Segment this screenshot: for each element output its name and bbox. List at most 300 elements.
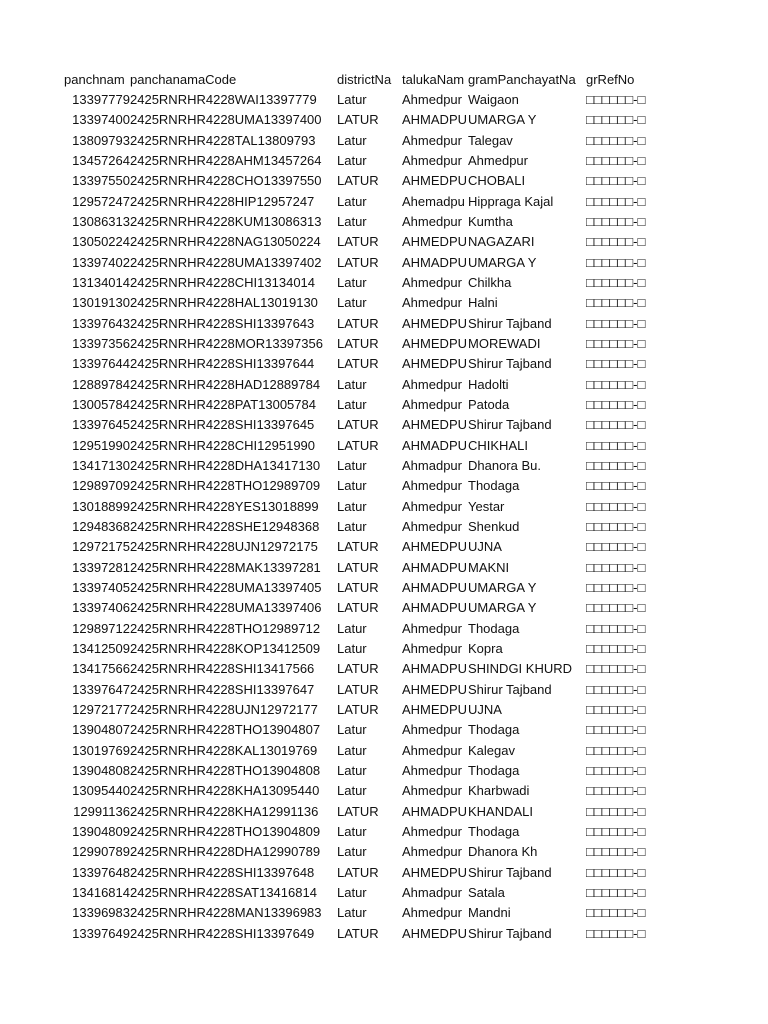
gr-ref-no-cell: □□□□□□-□ xyxy=(586,905,646,921)
gr-ref-no-cell: □□□□□□-□ xyxy=(586,701,646,717)
panchanama-code-cell: 2425RNRHR4228UMA13397400 xyxy=(130,112,322,128)
taluka-cell: Ahmedpur xyxy=(402,274,462,290)
taluka-cell: Ahmedpur xyxy=(402,498,462,514)
gr-ref-no-cell: □□□□□□-□ xyxy=(586,173,646,189)
panchanama-code-cell: 2425RNRHR4228UMA13397402 xyxy=(130,254,322,270)
table-row xyxy=(0,476,768,496)
panchnam-cell: 13134014 xyxy=(72,274,130,290)
table-row xyxy=(0,781,768,801)
gram-panchayat-cell: Talegav xyxy=(468,132,513,148)
gr-ref-no-cell: □□□□□□-□ xyxy=(586,213,646,229)
header-cell-gr-ref-no: grRefNo xyxy=(586,72,635,87)
gr-ref-no-cell: □□□□□□-□ xyxy=(586,112,646,128)
panchanama-code-cell: 2425RNRHR4228SHI13397644 xyxy=(130,356,315,372)
panchanama-code-cell: 2425RNRHR4228UMA13397405 xyxy=(130,579,322,595)
table-row xyxy=(0,90,768,110)
table-row xyxy=(0,842,768,862)
district-cell: LATUR xyxy=(337,437,379,453)
gram-panchayat-cell: Dhanora Bu. xyxy=(468,457,541,473)
gr-ref-no-cell: □□□□□□-□ xyxy=(586,844,646,860)
table-row xyxy=(0,497,768,517)
table-row xyxy=(0,659,768,679)
panchanama-code-cell: 2425RNRHR4228MOR13397356 xyxy=(130,335,323,351)
gr-ref-no-cell: □□□□□□-□ xyxy=(586,437,646,453)
panchnam-cell: 13397648 xyxy=(72,864,130,880)
header-cell-gram-panchayat: gramPanchayatNa xyxy=(468,72,576,87)
panchnam-cell: 12989709 xyxy=(72,478,130,494)
taluka-cell: AHMADPU xyxy=(402,600,468,616)
gr-ref-no-cell: □□□□□□-□ xyxy=(586,823,646,839)
gram-panchayat-cell: Shirur Tajband xyxy=(468,315,552,331)
panchanama-code-cell: 2425RNRHR4228MAN13396983 xyxy=(130,905,322,921)
panchnam-cell: 13397281 xyxy=(72,559,130,575)
panchanama-code-cell: 2425RNRHR4228KHA13095440 xyxy=(130,783,320,799)
district-cell: Latur xyxy=(337,478,367,494)
district-cell: Latur xyxy=(337,92,367,107)
district-cell: LATUR xyxy=(337,803,379,819)
district-cell: Latur xyxy=(337,742,367,758)
gram-panchayat-cell: NAGAZARI xyxy=(468,234,535,250)
gr-ref-no-cell: □□□□□□-□ xyxy=(586,762,646,778)
gram-panchayat-cell: UMARGA Y xyxy=(468,579,537,595)
taluka-cell: AHMEDPU xyxy=(402,864,468,880)
panchanama-code-cell: 2425RNRHR4228SHI13397648 xyxy=(130,864,315,880)
panchnam-cell: 13904808 xyxy=(72,762,130,778)
district-cell: Latur xyxy=(337,884,367,900)
table-row xyxy=(0,680,768,700)
gr-ref-no-cell: □□□□□□-□ xyxy=(586,132,646,148)
table-row xyxy=(0,598,768,618)
gram-panchayat-cell: Chilkha xyxy=(468,274,512,290)
district-cell: LATUR xyxy=(337,579,379,595)
table-row xyxy=(0,354,768,374)
district-cell: Latur xyxy=(337,498,367,514)
gr-ref-no-cell: □□□□□□-□ xyxy=(586,783,646,799)
panchanama-code-cell: 2425RNRHR4228CHI13134014 xyxy=(130,274,316,290)
table-row xyxy=(0,456,768,476)
district-cell: LATUR xyxy=(337,254,379,270)
district-cell: LATUR xyxy=(337,112,379,128)
district-cell: LATUR xyxy=(337,173,379,189)
taluka-cell: Ahmadpur xyxy=(402,457,462,473)
taluka-cell: Ahmedpur xyxy=(402,295,462,311)
gram-panchayat-cell: CHOBALI xyxy=(468,173,526,189)
panchnam-cell: 13904809 xyxy=(72,823,130,839)
gr-ref-no-cell: □□□□□□-□ xyxy=(586,376,646,392)
panchnam-cell: 12957247 xyxy=(72,193,130,209)
panchnam-cell: 13086313 xyxy=(72,213,130,229)
taluka-cell: AHMADPU xyxy=(402,803,468,819)
panchanama-code-cell: 2425RNRHR4228UMA13397406 xyxy=(130,600,322,616)
taluka-cell: AHMEDPU xyxy=(402,335,468,351)
panchnam-cell: 12951990 xyxy=(72,437,130,453)
gram-panchayat-cell: CHIKHALI xyxy=(468,437,528,453)
panchanama-code-cell: 2425RNRHR4228THO12989712 xyxy=(130,620,321,636)
district-cell: LATUR xyxy=(337,925,379,941)
district-cell: Latur xyxy=(337,722,367,738)
district-cell: LATUR xyxy=(337,356,379,372)
panchnam-cell: 13417130 xyxy=(72,457,130,473)
table-row xyxy=(0,334,768,354)
panchnam-cell: 13397644 xyxy=(72,356,130,372)
header-cell-taluka: talukaNam xyxy=(402,72,465,87)
panchanama-code-cell: 2425RNRHR4228KOP13412509 xyxy=(130,640,321,656)
taluka-cell: AHMEDPU xyxy=(402,315,468,331)
gr-ref-no-cell: □□□□□□-□ xyxy=(586,600,646,616)
gram-panchayat-cell: Kharbwadi xyxy=(468,783,530,799)
gram-panchayat-cell: Hippraga Kajal xyxy=(468,193,554,209)
panchnam-cell: 13397400 xyxy=(72,112,130,128)
header-cell-panchanama-code: panchanamaCode xyxy=(130,72,237,87)
gram-panchayat-cell: MOREWADI xyxy=(468,335,541,351)
panchanama-code-cell: 2425RNRHR4228SAT13416814 xyxy=(130,884,317,900)
table-row xyxy=(0,558,768,578)
gram-panchayat-cell: Waigaon xyxy=(468,92,519,107)
taluka-cell: Ahmedpur xyxy=(402,478,462,494)
panchanama-code-cell: 2425RNRHR4228HIP12957247 xyxy=(130,193,315,209)
panchanama-code-cell: 2425RNRHR4228UJN12972177 xyxy=(130,701,318,717)
taluka-cell: AHMEDPU xyxy=(402,234,468,250)
gram-panchayat-cell: SHINDGI KHURD xyxy=(468,661,573,677)
table-row xyxy=(0,151,768,171)
gram-panchayat-cell: Thodaga xyxy=(468,478,520,494)
district-cell: Latur xyxy=(337,762,367,778)
taluka-cell: Ahmedpur xyxy=(402,213,462,229)
gram-panchayat-cell: Thodaga xyxy=(468,762,520,778)
taluka-cell: Ahmedpur xyxy=(402,823,462,839)
table-row xyxy=(0,578,768,598)
panchnam-cell: 12991136 xyxy=(73,803,130,819)
panchnam-cell: 13397647 xyxy=(72,681,130,697)
gram-panchayat-cell: UMARGA Y xyxy=(468,254,537,270)
gram-panchayat-cell: UJNA xyxy=(468,701,502,717)
table-row xyxy=(0,700,768,720)
panchanama-code-cell: 2425RNRHR4228SHI13397649 xyxy=(130,925,315,941)
table-row xyxy=(0,131,768,151)
gr-ref-no-cell: □□□□□□-□ xyxy=(586,356,646,372)
gr-ref-no-cell: □□□□□□-□ xyxy=(586,254,646,270)
taluka-cell: Ahmedpur xyxy=(402,518,462,534)
gr-ref-no-cell: □□□□□□-□ xyxy=(586,742,646,758)
gram-panchayat-cell: Mandni xyxy=(468,905,511,921)
panchnam-cell: 13416814 xyxy=(72,884,130,900)
table-row xyxy=(0,415,768,435)
panchnam-cell: 13397402 xyxy=(72,254,130,270)
panchanama-code-cell: 2425RNRHR4228AHM13457264 xyxy=(130,152,322,168)
table-row xyxy=(0,293,768,313)
taluka-cell: Ahmadpur xyxy=(402,884,462,900)
panchnam-cell: 13397356 xyxy=(72,335,130,351)
table-row xyxy=(0,802,768,822)
taluka-cell: Ahmedpur xyxy=(402,396,462,412)
gram-panchayat-cell: UMARGA Y xyxy=(468,600,537,616)
district-cell: LATUR xyxy=(337,559,379,575)
district-cell: Latur xyxy=(337,518,367,534)
panchnam-cell: 13018899 xyxy=(72,498,130,514)
gr-ref-no-cell: □□□□□□-□ xyxy=(586,274,646,290)
panchanama-code-cell: 2425RNRHR4228HAD12889784 xyxy=(130,376,321,392)
district-cell: LATUR xyxy=(337,701,379,717)
taluka-cell: AHMADPU xyxy=(402,437,468,453)
table-row xyxy=(0,232,768,252)
taluka-cell: AHMEDPU xyxy=(402,356,468,372)
taluka-cell: Ahmedpur xyxy=(402,742,462,758)
panchnam-cell: 12990789 xyxy=(72,844,130,860)
gr-ref-no-cell: □□□□□□-□ xyxy=(586,478,646,494)
panchanama-code-cell: 2425RNRHR4228MAK13397281 xyxy=(130,559,321,575)
table-row xyxy=(0,903,768,923)
district-cell: Latur xyxy=(337,457,367,473)
panchnam-cell: 13397405 xyxy=(72,579,130,595)
taluka-cell: Ahmedpur xyxy=(402,640,462,656)
district-cell: Latur xyxy=(337,905,367,921)
panchanama-code-cell: 2425RNRHR4228CHO13397550 xyxy=(130,173,322,189)
district-cell: LATUR xyxy=(337,661,379,677)
panchnam-cell: 13397643 xyxy=(72,315,130,331)
gram-panchayat-cell: Shirur Tajband xyxy=(468,417,552,433)
district-cell: Latur xyxy=(337,844,367,860)
gram-panchayat-cell: Shenkud xyxy=(468,518,520,534)
panchanama-code-cell: 2425RNRHR4228THO13904808 xyxy=(130,762,321,778)
taluka-cell: AHMADPU xyxy=(402,661,468,677)
taluka-cell: AHMADPU xyxy=(402,559,468,575)
gram-panchayat-cell: Shirur Tajband xyxy=(468,356,552,372)
panchanama-code-cell: 2425RNRHR4228YES13018899 xyxy=(130,498,319,514)
taluka-cell: Ahmedpur xyxy=(402,762,462,778)
district-cell: LATUR xyxy=(337,315,379,331)
gr-ref-no-cell: □□□□□□-□ xyxy=(586,925,646,941)
table-row xyxy=(0,192,768,212)
header-cell-district: districtNa xyxy=(337,72,392,87)
district-cell: LATUR xyxy=(337,681,379,697)
gr-ref-no-cell: □□□□□□-□ xyxy=(586,518,646,534)
taluka-cell: Ahmedpur xyxy=(402,844,462,860)
panchanama-code-cell: 2425RNRHR4228THO13904807 xyxy=(130,722,321,738)
taluka-cell: AHMADPU xyxy=(402,112,468,128)
gram-panchayat-cell: Shirur Tajband xyxy=(468,925,552,941)
gram-panchayat-cell: Thodaga xyxy=(468,722,520,738)
panchanama-code-cell: 2425RNRHR4228DHA13417130 xyxy=(130,457,321,473)
panchanama-code-cell: 2425RNRHR4228SHI13397647 xyxy=(130,681,315,697)
taluka-cell: AHMEDPU xyxy=(402,925,468,941)
gr-ref-no-cell: □□□□□□-□ xyxy=(586,457,646,473)
panchnam-cell: 12972175 xyxy=(72,539,130,555)
gr-ref-no-cell: □□□□□□-□ xyxy=(586,396,646,412)
taluka-cell: Ahmedpur xyxy=(402,92,462,107)
district-cell: Latur xyxy=(337,640,367,656)
gram-panchayat-cell: Halni xyxy=(468,295,498,311)
gram-panchayat-cell: KHANDALI xyxy=(468,803,534,819)
table-row xyxy=(0,253,768,273)
taluka-cell: Ahmedpur xyxy=(402,783,462,799)
district-cell: LATUR xyxy=(337,417,379,433)
table-row xyxy=(0,110,768,130)
panchnam-cell: 13095440 xyxy=(72,783,130,799)
gram-panchayat-cell: Kumtha xyxy=(468,213,513,229)
panchanama-code-cell: 2425RNRHR4228SHI13417566 xyxy=(130,661,315,677)
panchanama-code-cell: 2425RNRHR4228SHI13397643 xyxy=(130,315,315,331)
panchnam-cell: 13904807 xyxy=(72,722,130,738)
taluka-cell: Ahmedpur xyxy=(402,722,462,738)
panchnam-cell: 13457264 xyxy=(72,152,130,168)
panchanama-code-cell: 2425RNRHR4228SHI13397645 xyxy=(130,417,315,433)
taluka-cell: Ahemadpu xyxy=(402,193,465,209)
gr-ref-no-cell: □□□□□□-□ xyxy=(586,417,646,433)
table-row xyxy=(0,924,768,944)
gram-panchayat-cell: Shirur Tajband xyxy=(468,681,552,697)
taluka-cell: Ahmedpur xyxy=(402,620,462,636)
table-row xyxy=(0,375,768,395)
gram-panchayat-cell: Satala xyxy=(468,884,505,900)
panchnam-cell: 13397550 xyxy=(72,173,130,189)
header-cell-panchnam: panchnam xyxy=(64,72,125,87)
panchnam-cell: 12972177 xyxy=(72,701,130,717)
gr-ref-no-cell: □□□□□□-□ xyxy=(586,92,646,107)
district-cell: Latur xyxy=(337,376,367,392)
table-row xyxy=(0,761,768,781)
table-row xyxy=(0,395,768,415)
district-cell: Latur xyxy=(337,823,367,839)
gr-ref-no-cell: □□□□□□-□ xyxy=(586,498,646,514)
panchanama-code-cell: 2425RNRHR4228DHA12990789 xyxy=(130,844,321,860)
gram-panchayat-cell: Ahmedpur xyxy=(468,152,528,168)
table-row xyxy=(0,212,768,232)
panchnam-cell: 12989712 xyxy=(72,620,130,636)
gram-panchayat-cell: Dhanora Kh xyxy=(468,844,538,860)
gram-panchayat-cell: Patoda xyxy=(468,396,510,412)
district-cell: LATUR xyxy=(337,234,379,250)
gr-ref-no-cell: □□□□□□-□ xyxy=(586,335,646,351)
taluka-cell: AHMEDPU xyxy=(402,701,468,717)
table-row xyxy=(0,741,768,761)
table-row xyxy=(0,639,768,659)
panchanama-code-cell: 2425RNRHR4228UJN12972175 xyxy=(130,539,318,555)
panchnam-cell: 13412509 xyxy=(72,640,130,656)
panchnam-cell: 12948368 xyxy=(72,518,130,534)
taluka-cell: AHMEDPU xyxy=(402,681,468,697)
gram-panchayat-cell: Thodaga xyxy=(468,823,520,839)
district-cell: Latur xyxy=(337,783,367,799)
panchanama-code-cell: 2425RNRHR4228PAT13005784 xyxy=(130,396,316,412)
gram-panchayat-cell: UJNA xyxy=(468,539,502,555)
taluka-cell: AHMADPU xyxy=(402,254,468,270)
panchanama-code-cell: 2425RNRHR4228KHA12991136 xyxy=(130,803,319,819)
panchanama-code-cell: 2425RNRHR4228KUM13086313 xyxy=(130,213,322,229)
panchanama-code-cell: 2425RNRHR4228WAI13397779 xyxy=(130,92,317,107)
gram-panchayat-cell: Hadolti xyxy=(468,376,509,392)
taluka-cell: AHMEDPU xyxy=(402,539,468,555)
panchnam-cell: 13050224 xyxy=(72,234,130,250)
gr-ref-no-cell: □□□□□□-□ xyxy=(586,803,646,819)
panchnam-cell: 13019769 xyxy=(72,742,130,758)
table-row xyxy=(0,883,768,903)
table-row xyxy=(0,619,768,639)
gram-panchayat-cell: MAKNI xyxy=(468,559,510,575)
gr-ref-no-cell: □□□□□□-□ xyxy=(586,559,646,575)
gr-ref-no-cell: □□□□□□-□ xyxy=(586,579,646,595)
table-row xyxy=(0,863,768,883)
district-cell: Latur xyxy=(337,132,367,148)
gram-panchayat-cell: Kalegav xyxy=(468,742,515,758)
panchnam-cell: 13417566 xyxy=(72,661,130,677)
panchnam-cell: 13019130 xyxy=(72,295,130,311)
gr-ref-no-cell: □□□□□□-□ xyxy=(586,295,646,311)
gr-ref-no-cell: □□□□□□-□ xyxy=(586,152,646,168)
gram-panchayat-cell: Kopra xyxy=(468,640,503,656)
panchanama-code-cell: 2425RNRHR4228THO13904809 xyxy=(130,823,321,839)
gram-panchayat-cell: Thodaga xyxy=(468,620,520,636)
table-row xyxy=(0,273,768,293)
panchnam-cell: 13397649 xyxy=(72,925,130,941)
panchanama-code-cell: 2425RNRHR4228CHI12951990 xyxy=(130,437,316,453)
district-cell: Latur xyxy=(337,295,367,311)
district-cell: LATUR xyxy=(337,335,379,351)
table-row xyxy=(0,822,768,842)
gr-ref-no-cell: □□□□□□-□ xyxy=(586,640,646,656)
gr-ref-no-cell: □□□□□□-□ xyxy=(586,884,646,900)
taluka-cell: Ahmedpur xyxy=(402,132,462,148)
panchnam-cell: 13397406 xyxy=(72,600,130,616)
panchnam-cell: 13809793 xyxy=(72,132,130,148)
panchnam-cell: 13005784 xyxy=(72,396,130,412)
gr-ref-no-cell: □□□□□□-□ xyxy=(586,315,646,331)
taluka-cell: Ahmedpur xyxy=(402,376,462,392)
panchnam-cell: 13397645 xyxy=(72,417,130,433)
taluka-cell: AHMEDPU xyxy=(402,173,468,189)
taluka-cell: Ahmedpur xyxy=(402,905,462,921)
table-row xyxy=(0,517,768,537)
table-row xyxy=(0,314,768,334)
district-cell: LATUR xyxy=(337,600,379,616)
taluka-cell: Ahmedpur xyxy=(402,152,462,168)
panchanama-code-cell: 2425RNRHR4228HAL13019130 xyxy=(130,295,318,311)
panchnam-cell: 12889784 xyxy=(72,376,130,392)
panchnam-cell: 13396983 xyxy=(72,905,130,921)
district-cell: Latur xyxy=(337,152,367,168)
panchanama-code-cell: 2425RNRHR4228THO12989709 xyxy=(130,478,321,494)
taluka-cell: AHMADPU xyxy=(402,579,468,595)
gr-ref-no-cell: □□□□□□-□ xyxy=(586,193,646,209)
table-row xyxy=(0,436,768,456)
gr-ref-no-cell: □□□□□□-□ xyxy=(586,864,646,880)
panchanama-code-cell: 2425RNRHR4228KAL13019769 xyxy=(130,742,318,758)
gr-ref-no-cell: □□□□□□-□ xyxy=(586,722,646,738)
district-cell: LATUR xyxy=(337,539,379,555)
table-row xyxy=(0,171,768,191)
gram-panchayat-cell: Shirur Tajband xyxy=(468,864,552,880)
table-row xyxy=(0,537,768,557)
district-cell: LATUR xyxy=(337,864,379,880)
table-row xyxy=(0,720,768,740)
district-cell: Latur xyxy=(337,193,367,209)
district-cell: Latur xyxy=(337,396,367,412)
taluka-cell: AHMEDPU xyxy=(402,417,468,433)
district-cell: Latur xyxy=(337,213,367,229)
gr-ref-no-cell: □□□□□□-□ xyxy=(586,661,646,677)
panchanama-code-cell: 2425RNRHR4228NAG13050224 xyxy=(130,234,321,250)
panchnam-cell: 13397779 xyxy=(72,92,130,107)
gr-ref-no-cell: □□□□□□-□ xyxy=(586,539,646,555)
gram-panchayat-cell: UMARGA Y xyxy=(468,112,537,128)
district-cell: Latur xyxy=(337,620,367,636)
district-cell: Latur xyxy=(337,274,367,290)
panchanama-code-cell: 2425RNRHR4228TAL13809793 xyxy=(130,132,316,148)
gr-ref-no-cell: □□□□□□-□ xyxy=(586,620,646,636)
gr-ref-no-cell: □□□□□□-□ xyxy=(586,681,646,697)
gram-panchayat-cell: Yestar xyxy=(468,498,505,514)
panchanama-code-cell: 2425RNRHR4228SHE12948368 xyxy=(130,518,320,534)
header-row xyxy=(0,70,768,90)
